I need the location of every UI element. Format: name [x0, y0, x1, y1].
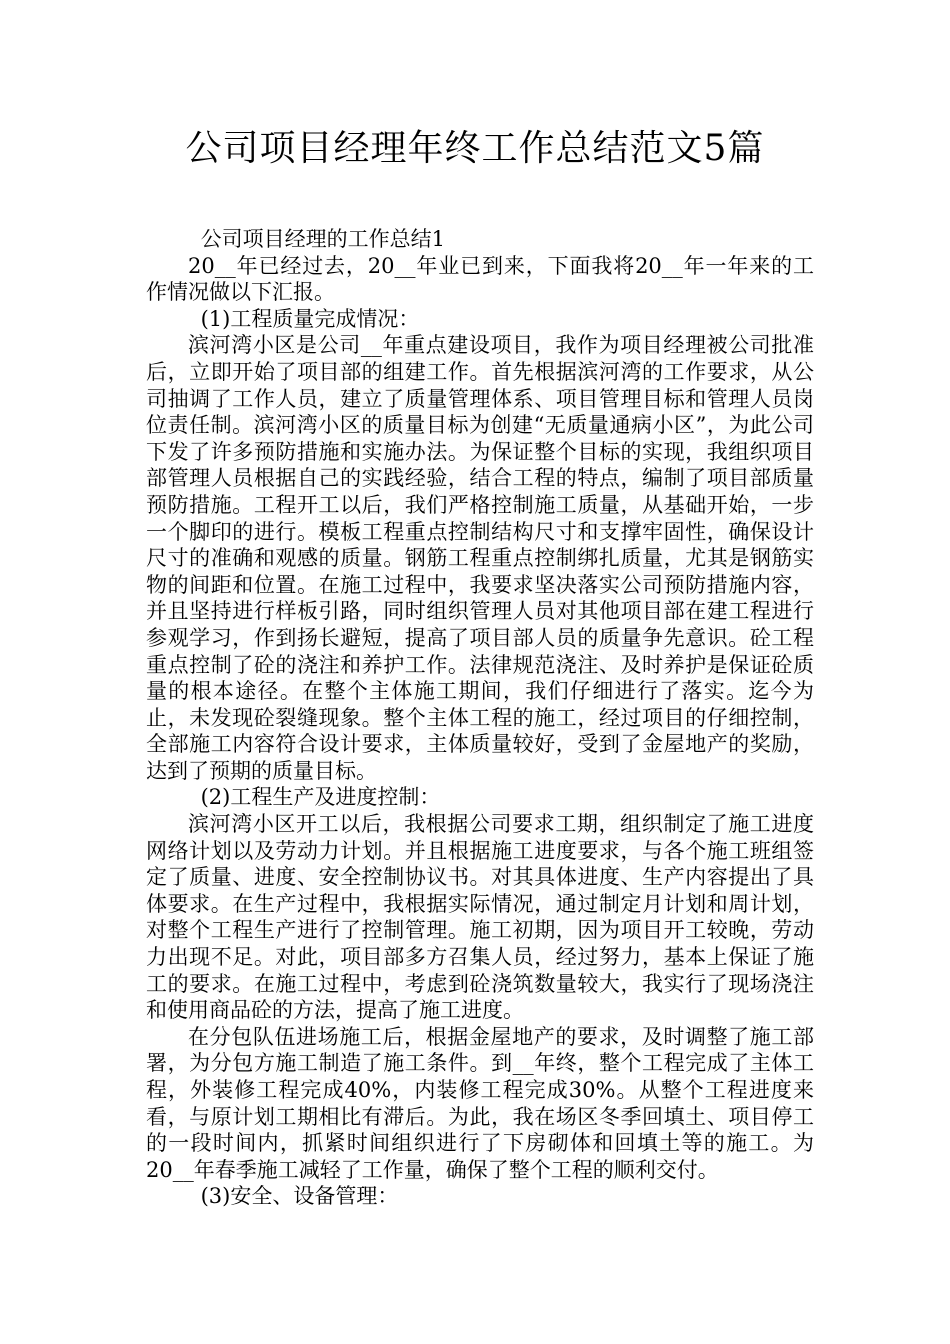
section-heading: (1)工程质量完成情况： — [200, 306, 420, 331]
document-body — [146, 226, 814, 1210]
body-paragraph: 20__年已经过去，20__年业已到来，下面我将20__年一年来的工作情况做以下汇报。 — [146, 253, 814, 305]
section-heading: (3)安全、设备管理： — [200, 1184, 399, 1209]
document-title: 公司项目经理年终工作总结范文5篇 — [185, 128, 765, 169]
section-heading: 公司项目经理的工作总结1 — [200, 227, 445, 251]
body-paragraph: 滨河湾小区开工以后，我根据公司要求工期，组织制定了施工进度网络计划以及劳动力计划。并且根据施工进度要求，与各个施工班组签定了质量、进度、安全控制协议书。对其具体进度、生产内容提出了具体要求。在生产过程中，我根据实际情况，通过制定月计划和周计划，对整个工程生产进行了控制管理。施工初期，因为项目开工较晚，劳动力出现不足。对此，项目部多方召集人员，经过努力，基本上保证了施工的要求。在施工过程中，考虑到砼浇筑数量较大，我实行了现场浇注和使用商品砼的方法，提高了施工进度。 — [146, 812, 814, 1023]
body-paragraph: 在分包队伍进场施工后，根据金屋地产的要求，及时调整了施工部署，为分包方施工制造了施工条件。到__年终，整个工程完成了主体工程，外装修工程完成40%，内装修工程完成30%。从整个工程进度来看，与原计划工期相比有滞后。为此，我在场区冬季回填土、项目停工的一段时间内，抓紧时间组织进行了下房砌体和回填土等的施工。为20__年春季施工减轻了工作量，确保了整个工程的顺利交付。 — [146, 1024, 814, 1182]
body-paragraph: 滨河湾小区是公司__年重点建设项目，我作为项目经理被公司批准后，立即开始了项目部的组建工作。首先根据滨河湾的工作要求，从公司抽调了工作人员，建立了质量管理体系、项目管理目标和管理人员岗位责任制。滨河湾小区的质量目标为创建“无质量通病小区”，为此公司下发了许多预防措施和实施办法。为保证整个目标的实现，我组织项目部管理人员根据自己的实践经验，结合工程的特点，编制了项目部质量预防措施。工程开工以后，我们严格控制施工质量，从基础开始，一步一个脚印的进行。模板工程重点控制结构尺寸和支撑牢固性，确保设计尺寸的准确和观感的质量。钢筋工程重点控制绑扎质量，尤其是钢筋实物的间距和位置。在施工过程中，我要求坚决落实公司预防措施内容，并且坚持进行样板引路，同时组织管理人员对其他项目部在建工程进行参观学习，作到扬长避短，提高了项目部人员的质量争先意识。砼工程重点控制了砼的浇注和养护工作。法律规范浇注、及时养护是保证砼质量的根本途径。在整个主体施工期间，我们仔细进行了落实。迄今为止，未发现砼裂缝现象。整个主体工程的施工，经过项目的仔细控制，全部施工内容符合设计要求，主体质量较好，受到了金屋地产的奖励，达到了预期的质量目标。 — [146, 333, 814, 783]
section-heading: (2)工程生产及进度控制： — [200, 785, 441, 810]
